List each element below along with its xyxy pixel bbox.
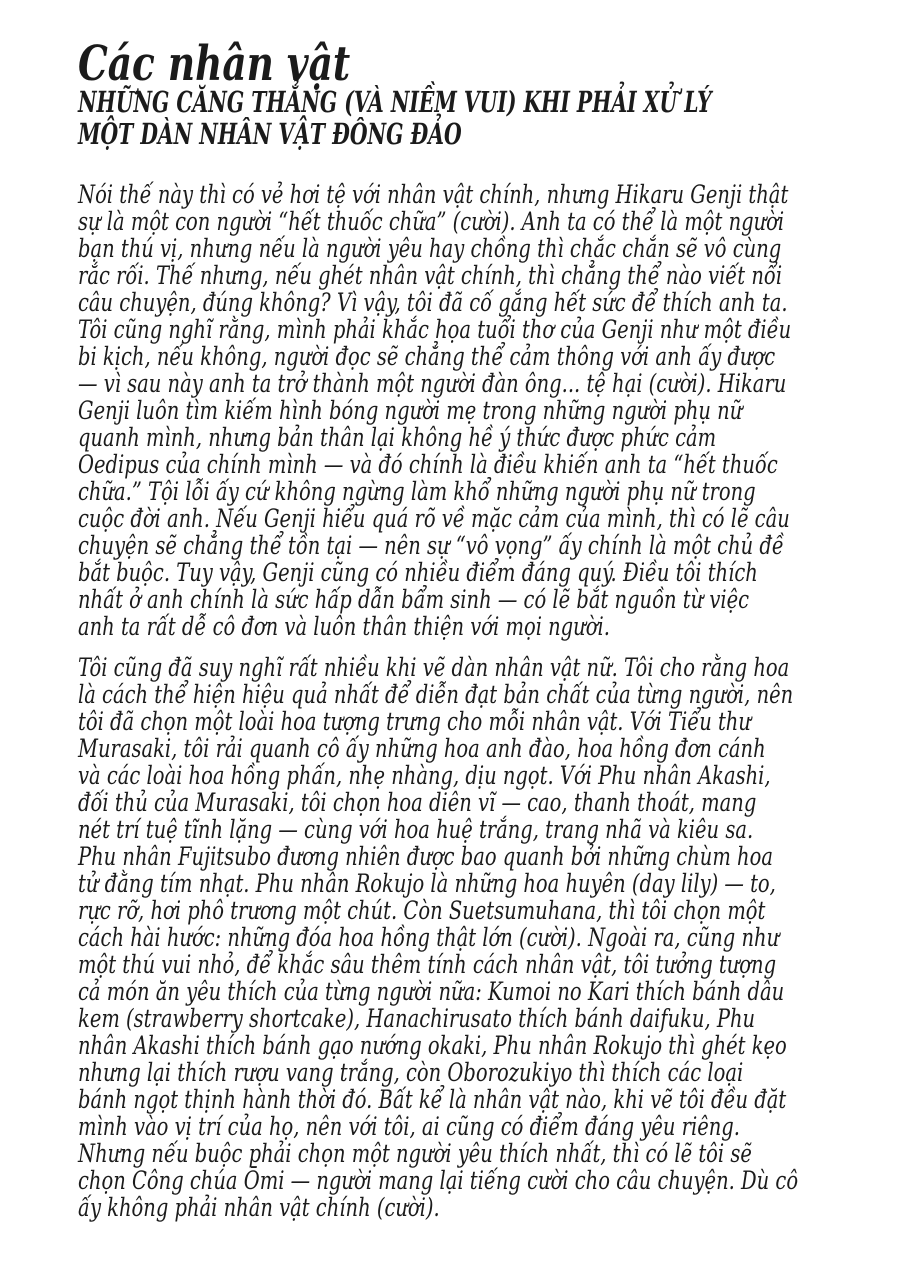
paragraph-genji: Nói thế này thì có vẻ hơi tệ với nhân vật chính, nhưng Hikaru Genji thật sự là một con người “hết thuốc chữa” (cười). Anh ta có thể là một người bạn thú vị, nhưng nếu là người yêu hay chồng thì chắc chắn sẽ vô cùng rắc rối. Thế nhưng, nếu ghét nhân vật chính, thì chẳng thể nào viết nổi câu chuyện, đúng không? Vì vậy, tôi đã cố gắng hết sức để thích anh ta. Tôi cũng nghĩ rằng, mình phải khắc họa tuổi thơ của Genji như một điều bi kịch, nếu không, người đọc sẽ chẳng thể cảm thông với anh ấy được — vì sau này anh ta trở thành một người đàn ông... tệ hại (cười). Hikaru Genji luôn tìm kiếm hình bóng người mẹ trong những người phụ nữ quanh mình, nhưng bản thân lại không hề ý thức được phức cảm Oedipus của chính mình — và đó chính là điều khiến anh ta “hết thuốc chữa.” Tội lỗi ấy cứ không ngừng làm khổ những người phụ nữ trong cuộc đời anh. Nếu Genji hiểu quá rõ về mặc cảm của mình, thì có lẽ câu chuyện sẽ chẳng thể tồn tại — nên sự “vô vọng” ấy chính là một chủ đề bắt buộc. Tuy vậy, Genji cũng có nhiều điểm đáng quý. Điều tôi thích nhất ở anh chính là sức hấp dẫn bẩm sinh — có lẽ bắt nguồn từ việc anh ta rất dễ cô đơn và luôn thân thiện với mọi người.	[78, 180, 792, 641]
page-subtitle: NHỮNG CĂNG THẲNG (VÀ NIỀM VUI) KHI PHẢI XỬ LÝ MỘT DÀN NHÂN VẬT ĐÔNG ĐẢO	[78, 85, 712, 151]
paragraph-female-characters: Tôi cũng đã suy nghĩ rất nhiều khi vẽ dàn nhân vật nữ. Tôi cho rằng hoa là cách thể hiện hiệu quả nhất để diễn đạt bản chất của từng người, nên tôi đã chọn một loài hoa tượng trưng cho mỗi nhân vật. Với Tiểu thư Murasaki, tôi rải quanh cô ấy những hoa anh đào, hoa hồng đơn cánh và các loài hoa hồng phấn, nhẹ nhàng, dịu ngọt. Với Phu nhân Akashi, đối thủ của Murasaki, tôi chọn hoa diên vĩ — cao, thanh thoát, mang nét trí tuệ tĩnh lặng — cùng với hoa huệ trắng, trang nhã và kiêu sa. Phu nhân Fujitsubo đương nhiên được bao quanh bởi những chùm hoa tử đằng tím nhạt. Phu nhân Rokujo là những hoa huyên (day lily) — to, rực rỡ, hơi phô trương một chút. Còn Suetsumuhana, thì tôi chọn một cách hài hước: những đóa hoa hồng thật lớn (cười). Ngoài ra, cũng như một thú vui nhỏ, để khắc sâu thêm tính cách nhân vật, tôi tưởng tượng cả món ăn yêu thích của từng người nữa: Kumoi no Kari thích bánh dâu kem (strawberry shortcake), Hanachirusato thích bánh daifuku, Phu nhân Akashi thích bánh gạo nướng okaki, Phu nhân Rokujo thì ghét kẹo nhưng lại thích rượu vang trắng, còn Oborozukiyo thì thích các loại bánh ngọt thịnh hành thời đó. Bất kể là nhân vật nào, khi vẽ tôi đều đặt mình vào vị trí của họ, nên với tôi, ai cũng có điểm đáng yêu riêng. Nhưng nếu buộc phải chọn một người yêu thích nhất, thì có lẽ tôi sẽ chọn Công chúa Ōmi — người mang lại tiếng cười cho câu chuyện. Dù cô ấy không phải nhân vật chính (cười).	[78, 653, 799, 1222]
article-body	[78, 181, 900, 1221]
page-title: Các nhân vật	[78, 36, 351, 92]
